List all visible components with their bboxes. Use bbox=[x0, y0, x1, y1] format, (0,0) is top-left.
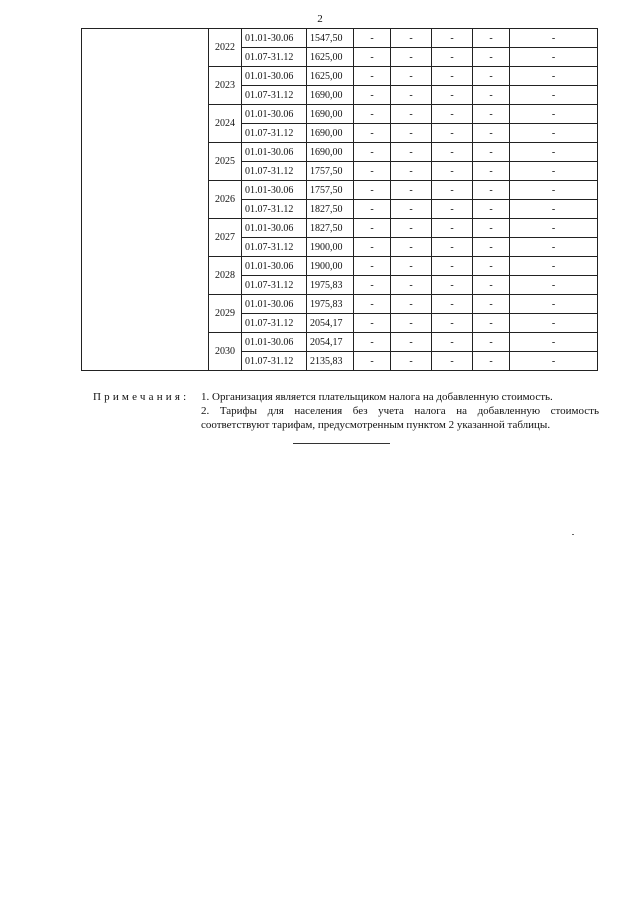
dash-cell: - bbox=[391, 238, 432, 257]
period-cell: 01.01-30.06 bbox=[242, 333, 307, 352]
dash-cell: - bbox=[432, 314, 473, 333]
dash-cell: - bbox=[391, 105, 432, 124]
dash-cell: - bbox=[510, 67, 598, 86]
dash-cell: - bbox=[473, 295, 510, 314]
period-cell: 01.07-31.12 bbox=[242, 238, 307, 257]
tariff-value-cell: 1900,00 bbox=[307, 238, 354, 257]
dash-cell: - bbox=[510, 48, 598, 67]
note-item-2: 2. Тарифы для населения без учета налога на добавленную стоимость соответствуют тарифам, предусмотренным пунктом 2 указанной таблицы. bbox=[201, 405, 599, 431]
dash-cell: - bbox=[354, 200, 391, 219]
dash-cell: - bbox=[432, 333, 473, 352]
page-number: 2 bbox=[317, 13, 323, 25]
tariff-value-cell: 1757,50 bbox=[307, 162, 354, 181]
dash-cell: - bbox=[510, 257, 598, 276]
year-cell: 2027 bbox=[209, 219, 242, 257]
dash-cell: - bbox=[354, 143, 391, 162]
dash-cell: - bbox=[391, 333, 432, 352]
dash-cell: - bbox=[510, 143, 598, 162]
dash-cell: - bbox=[432, 257, 473, 276]
period-cell: 01.01-30.06 bbox=[242, 181, 307, 200]
dash-cell: - bbox=[391, 219, 432, 238]
dash-cell: - bbox=[473, 257, 510, 276]
dash-cell: - bbox=[432, 238, 473, 257]
table-row bbox=[82, 29, 598, 48]
dash-cell: - bbox=[510, 238, 598, 257]
dash-cell: - bbox=[432, 200, 473, 219]
dash-cell: - bbox=[354, 238, 391, 257]
year-cell: 2030 bbox=[209, 333, 242, 371]
year-cell: 2029 bbox=[209, 295, 242, 333]
dash-cell: - bbox=[510, 276, 598, 295]
dash-cell: - bbox=[473, 143, 510, 162]
dash-cell: - bbox=[473, 352, 510, 371]
tariff-value-cell: 2054,17 bbox=[307, 314, 354, 333]
dash-cell: - bbox=[510, 352, 598, 371]
tariff-value-cell: 1975,83 bbox=[307, 276, 354, 295]
year-cell: 2025 bbox=[209, 143, 242, 181]
dash-cell: - bbox=[473, 29, 510, 48]
tariff-value-cell: 1827,50 bbox=[307, 219, 354, 238]
tariff-value-cell: 1690,00 bbox=[307, 143, 354, 162]
dash-cell: - bbox=[391, 86, 432, 105]
period-cell: 01.01-30.06 bbox=[242, 105, 307, 124]
dash-cell: - bbox=[432, 219, 473, 238]
period-cell: 01.07-31.12 bbox=[242, 314, 307, 333]
dash-cell: - bbox=[391, 257, 432, 276]
dash-cell: - bbox=[510, 314, 598, 333]
tariff-value-cell: 2135,83 bbox=[307, 352, 354, 371]
tariff-value-cell: 1690,00 bbox=[307, 105, 354, 124]
dash-cell: - bbox=[510, 86, 598, 105]
dash-cell: - bbox=[473, 67, 510, 86]
dash-cell: - bbox=[510, 162, 598, 181]
dash-cell: - bbox=[432, 124, 473, 143]
dash-cell: - bbox=[432, 29, 473, 48]
dash-cell: - bbox=[432, 352, 473, 371]
dash-cell: - bbox=[510, 295, 598, 314]
tariff-value-cell: 1625,00 bbox=[307, 67, 354, 86]
dash-cell: - bbox=[432, 295, 473, 314]
tariff-value-cell: 1757,50 bbox=[307, 181, 354, 200]
dash-cell: - bbox=[354, 86, 391, 105]
dash-cell: - bbox=[432, 86, 473, 105]
dash-cell: - bbox=[391, 295, 432, 314]
dash-cell: - bbox=[473, 181, 510, 200]
year-cell: 2024 bbox=[209, 105, 242, 143]
closing-rule bbox=[293, 443, 390, 444]
dash-cell: - bbox=[432, 276, 473, 295]
dash-cell: - bbox=[354, 48, 391, 67]
scan-speck bbox=[572, 534, 574, 535]
year-cell: 2022 bbox=[209, 29, 242, 67]
period-cell: 01.01-30.06 bbox=[242, 143, 307, 162]
notes-label: Примечания: bbox=[93, 391, 190, 403]
tariff-value-cell: 1690,00 bbox=[307, 86, 354, 105]
dash-cell: - bbox=[354, 67, 391, 86]
dash-cell: - bbox=[354, 162, 391, 181]
dash-cell: - bbox=[354, 295, 391, 314]
dash-cell: - bbox=[473, 162, 510, 181]
dash-cell: - bbox=[510, 333, 598, 352]
period-cell: 01.07-31.12 bbox=[242, 48, 307, 67]
tariff-value-cell: 1625,00 bbox=[307, 48, 354, 67]
dash-cell: - bbox=[473, 238, 510, 257]
note-item-1: 1. Организация является плательщиком налога на добавленную стоимость. bbox=[201, 391, 553, 403]
tariff-table bbox=[81, 28, 598, 371]
dash-cell: - bbox=[473, 48, 510, 67]
dash-cell: - bbox=[391, 200, 432, 219]
dash-cell: - bbox=[354, 276, 391, 295]
dash-cell: - bbox=[510, 29, 598, 48]
tariff-value-cell: 1690,00 bbox=[307, 124, 354, 143]
year-cell: 2028 bbox=[209, 257, 242, 295]
dash-cell: - bbox=[354, 124, 391, 143]
empty-label-cell bbox=[82, 29, 209, 371]
period-cell: 01.01-30.06 bbox=[242, 29, 307, 48]
notes-body bbox=[201, 390, 599, 432]
dash-cell: - bbox=[391, 181, 432, 200]
tariff-value-cell: 2054,17 bbox=[307, 333, 354, 352]
dash-cell: - bbox=[473, 314, 510, 333]
dash-cell: - bbox=[510, 124, 598, 143]
dash-cell: - bbox=[391, 314, 432, 333]
period-cell: 01.01-30.06 bbox=[242, 219, 307, 238]
period-cell: 01.01-30.06 bbox=[242, 67, 307, 86]
dash-cell: - bbox=[391, 352, 432, 371]
dash-cell: - bbox=[354, 314, 391, 333]
dash-cell: - bbox=[432, 181, 473, 200]
year-cell: 2023 bbox=[209, 67, 242, 105]
dash-cell: - bbox=[473, 276, 510, 295]
dash-cell: - bbox=[473, 333, 510, 352]
dash-cell: - bbox=[391, 29, 432, 48]
dash-cell: - bbox=[432, 143, 473, 162]
period-cell: 01.07-31.12 bbox=[242, 200, 307, 219]
dash-cell: - bbox=[473, 124, 510, 143]
dash-cell: - bbox=[473, 86, 510, 105]
period-cell: 01.07-31.12 bbox=[242, 276, 307, 295]
dash-cell: - bbox=[432, 67, 473, 86]
dash-cell: - bbox=[510, 200, 598, 219]
tariff-value-cell: 1547,50 bbox=[307, 29, 354, 48]
period-cell: 01.07-31.12 bbox=[242, 162, 307, 181]
dash-cell: - bbox=[391, 143, 432, 162]
year-cell: 2026 bbox=[209, 181, 242, 219]
tariff-value-cell: 1827,50 bbox=[307, 200, 354, 219]
dash-cell: - bbox=[354, 352, 391, 371]
dash-cell: - bbox=[391, 67, 432, 86]
period-cell: 01.01-30.06 bbox=[242, 257, 307, 276]
dash-cell: - bbox=[432, 48, 473, 67]
dash-cell: - bbox=[354, 219, 391, 238]
dash-cell: - bbox=[432, 105, 473, 124]
dash-cell: - bbox=[354, 181, 391, 200]
dash-cell: - bbox=[391, 48, 432, 67]
tariff-value-cell: 1900,00 bbox=[307, 257, 354, 276]
dash-cell: - bbox=[391, 124, 432, 143]
period-cell: 01.07-31.12 bbox=[242, 86, 307, 105]
dash-cell: - bbox=[354, 29, 391, 48]
dash-cell: - bbox=[473, 200, 510, 219]
dash-cell: - bbox=[473, 219, 510, 238]
tariff-value-cell: 1975,83 bbox=[307, 295, 354, 314]
dash-cell: - bbox=[510, 219, 598, 238]
dash-cell: - bbox=[354, 257, 391, 276]
dash-cell: - bbox=[510, 105, 598, 124]
tariff-table-body bbox=[82, 29, 598, 371]
dash-cell: - bbox=[354, 333, 391, 352]
dash-cell: - bbox=[432, 162, 473, 181]
period-cell: 01.07-31.12 bbox=[242, 124, 307, 143]
period-cell: 01.07-31.12 bbox=[242, 352, 307, 371]
dash-cell: - bbox=[354, 105, 391, 124]
period-cell: 01.01-30.06 bbox=[242, 295, 307, 314]
dash-cell: - bbox=[510, 181, 598, 200]
dash-cell: - bbox=[473, 105, 510, 124]
dash-cell: - bbox=[391, 276, 432, 295]
dash-cell: - bbox=[391, 162, 432, 181]
